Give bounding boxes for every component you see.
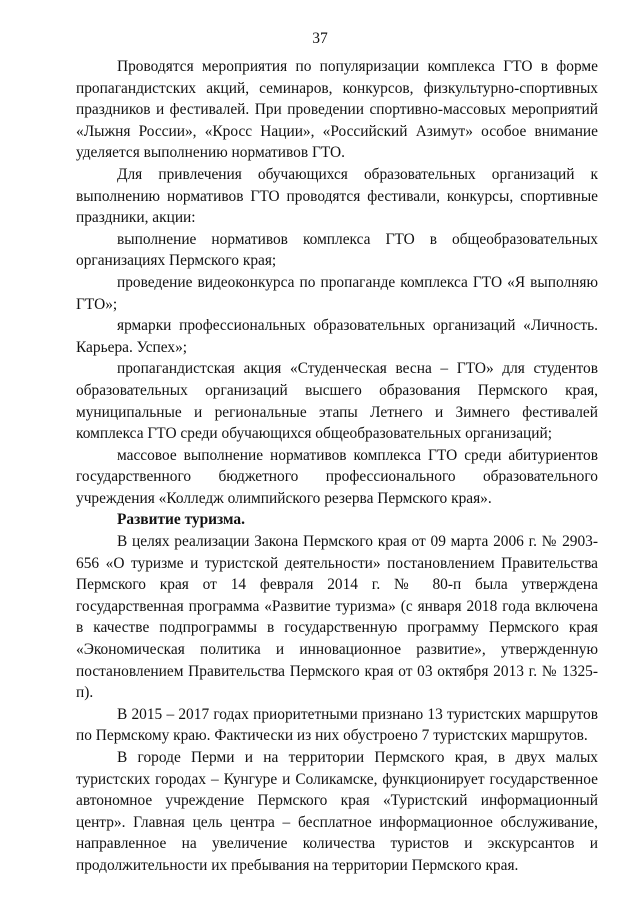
paragraph-tourism-routes: В 2015 – 2017 годах приоритетными признано 13 туристских маршрутов по Пермскому краю. Фактически из них обустроено 7 туристских маршрутов. — [76, 705, 598, 745]
paragraph-gto-promotion: Проводятся мероприятия по популяризации комплекса ГТО в форме пропагандистских акций, семинаров, конкурсов, физкультурно-спортивных праздников и фестивалей. При проведении спортивно-массовых мероприятий «Лыжня России», «Кросс Нации», «Российский Азимут» особое внимание уделяется выполнению нормативов ГТО. — [76, 58, 598, 162]
section-heading-tourism: Развитие туризма. — [117, 511, 245, 529]
paragraph-tourism-law: В целях реализации Закона Пермского края от 09 марта 2006 г. № 2903-656 «О туризме и туристской деятельности» постановлением Правительства Пермского края от 14 февраля 2014 г. № 80-п была утверждена государственная программа «Развитие туризма» (с января 2018 года включена в качестве подпрограммы в государственную программу Пермского края «Экономическая политика и инновационное развитие», утвержденную постановлением Правительства Пермского края от 03 октября 2013 г. № 1325-п). — [76, 533, 598, 702]
list-item-gto-standards: выполнение нормативов комплекса ГТО в общеобразовательных организациях Пермского края; — [76, 230, 598, 270]
list-item-mass-gto: массовое выполнение нормативов комплекса ГТО среди абитуриентов государственного бюджетного профессионального образовательного учреждения «Колледж олимпийского резерва Пермского края». — [76, 446, 598, 507]
paragraph-tourism-center: В городе Перми и на территории Пермского края, в двух малых туристских городах – Кунгуре и Соликамске, функционирует государственное автономное учреждение Пермского края «Туристский информационный центр». Главная цель центра – бесплатное информационное обслуживание, направленное на увеличение количества туристов и экскурсантов и продолжительности их пребывания на территории Пермского края. — [76, 749, 598, 874]
paragraph-gto-events-intro: Для привлечения обучающихся образовательных организаций к выполнению нормативов ГТО проводятся фестивали, конкурсы, спортивные праздники, акции: — [76, 165, 598, 227]
list-item-student-spring: пропагандистская акция «Студенческая весна – ГТО» для студентов образовательных организаций высшего образования Пермского края, муниципальные и региональные этапы Летнего и Зимнего фестивалей комплекса ГТО среди обучающихся общеобразовательных организаций; — [76, 360, 598, 443]
list-item-career-fair: ярмарки профессиональных образовательных организаций «Личность. Карьера. Успех»; — [76, 317, 598, 356]
page-number: 37 — [312, 30, 328, 47]
page-body — [76, 56, 598, 877]
list-item-video-contest: проведение видеоконкурса по пропаганде комплекса ГТО «Я выполняю ГТО»; — [76, 273, 598, 313]
